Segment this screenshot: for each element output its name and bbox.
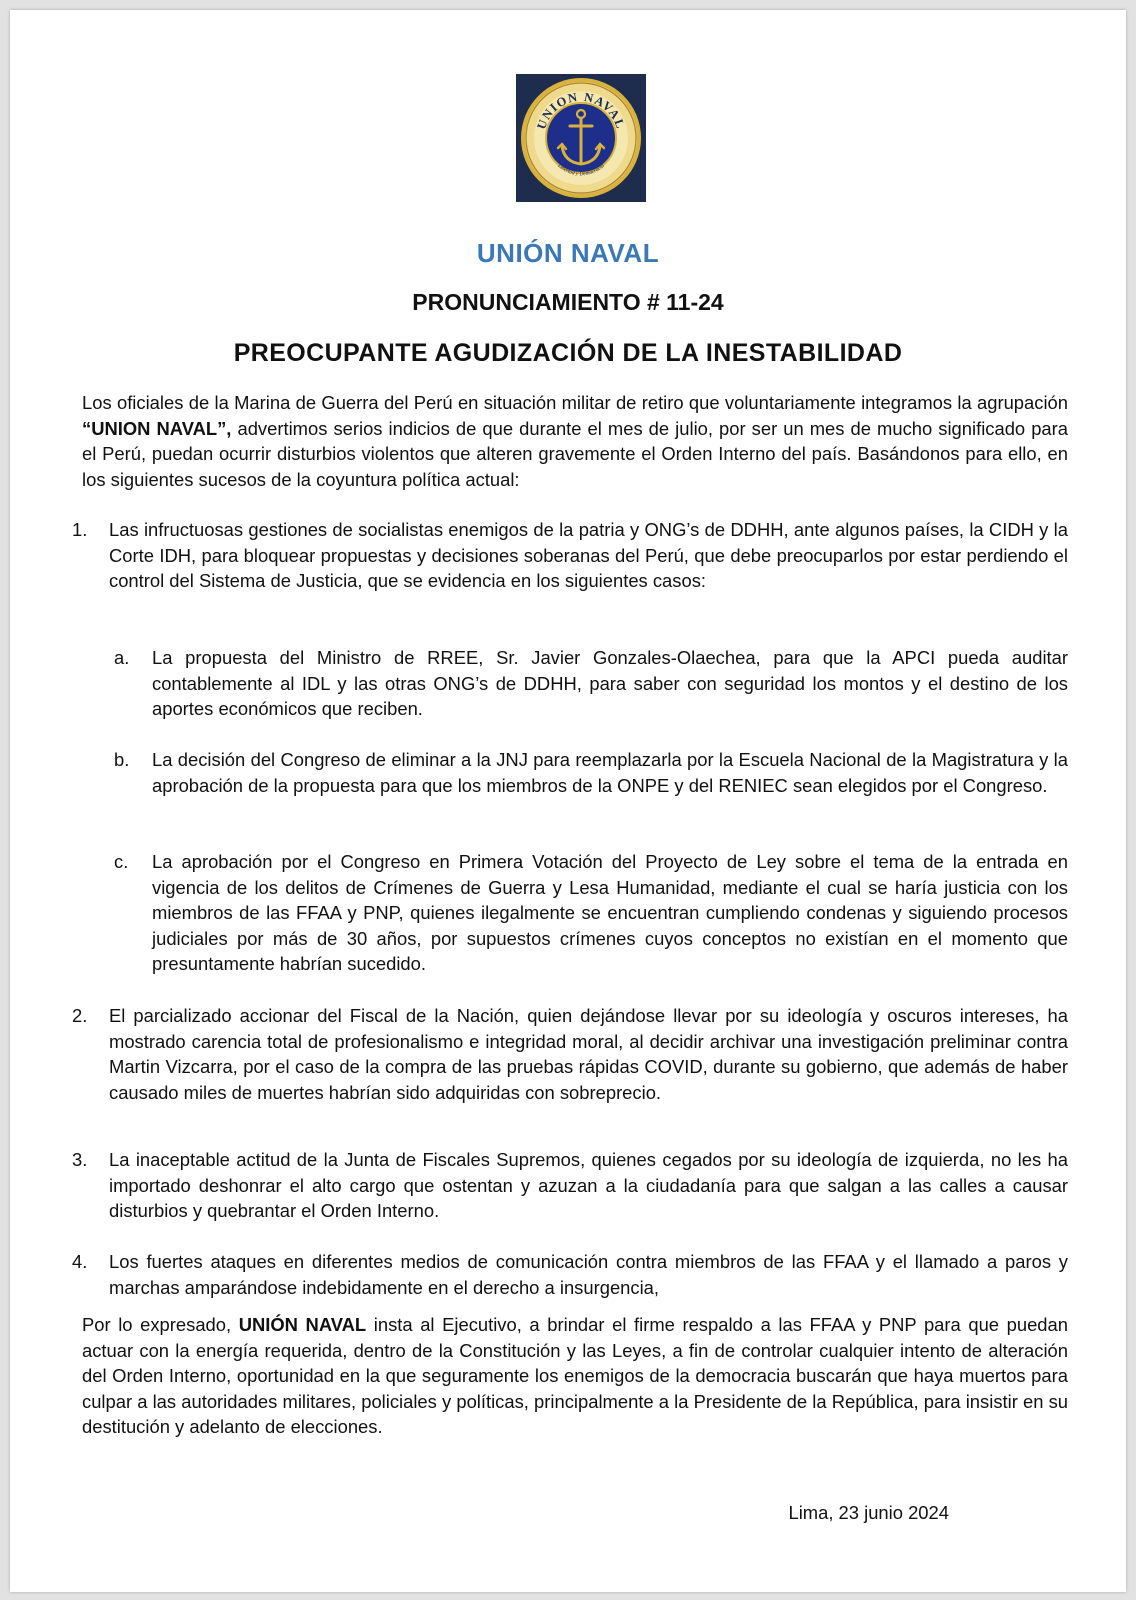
list-number: 4. <box>72 1251 88 1272</box>
sub-item-a <box>114 645 1068 722</box>
list-item-text: La inaceptable actitud de la Junta de Fiscales Supremos, quienes cegados por su ideología de izquierda, no les ha importado deshonrar el alto cargo que ostentan y azuzan a la ciudadanía para que salgan a las calles a causar disturbios y quebrantar el Orden Interno. <box>109 1149 1068 1222</box>
sub-item-c <box>114 849 1068 977</box>
closing-org-name: UNIÓN NAVAL <box>238 1314 367 1335</box>
document-headline: PREOCUPANTE AGUDIZACIÓN DE LA INESTABILIDAD <box>233 339 903 367</box>
list-item-text: Las infructuosas gestiones de socialistas enemigos de la patria y ONG’s de DDHH, ante algunos países, la CIDH y la Corte IDH, para bloquear propuestas y decisiones soberanas del Perú, que debe preocuparlos por estar perdiendo el control del Sistema de Justicia, que se evidencia en los siguientes casos: <box>109 519 1068 592</box>
intro-paragraph <box>82 390 1068 492</box>
sub-item-letter: a. <box>114 647 130 668</box>
intro-text-end: advertimos serios indicios de que durante el mes de julio, por ser un mes de mucho significado para el Perú, puedan ocurrir disturbios violentos que alteren gravemente el Orden Interno del país. Basándonos para ello, en los siguientes sucesos de la coyuntura política actual: <box>82 417 1069 490</box>
list-item-text: El parcializado accionar del Fiscal de la Nación, quien dejándose llevar por su ideología y oscuros intereses, ha mostrado carencia total de profesionalismo e integridad moral, al decidir archivar una investigación preliminar contra Martin Vizcarra, por el caso de la compra de las pruebas rápidas COVID, durante su gobierno, que además de haber causado miles de muertes habrían sido adquiridas con sobreprecio. <box>109 1005 1068 1103</box>
sub-item-letter: c. <box>114 851 129 872</box>
list-item-4 <box>72 1249 1068 1300</box>
list-item-2 <box>72 1003 1068 1105</box>
list-item-3 <box>72 1147 1068 1224</box>
svg-text:UNION NAVAL: UNION NAVAL <box>534 89 628 132</box>
list-number: 2. <box>72 1005 88 1026</box>
list-number: 3. <box>72 1149 88 1170</box>
list-number: 1. <box>72 519 88 540</box>
closing-paragraph <box>82 1312 1068 1440</box>
list-item-1 <box>72 517 1068 594</box>
sub-item-b <box>114 747 1068 798</box>
intro-text-start: Los oficiales de la Marina de Guerra del Perú en situación militar de retiro que voluntariamente integramos la agrupación <box>82 392 1068 413</box>
sub-item-text: La decisión del Congreso de eliminar a la JNJ para reemplazarla por la Escuela Nacional de la Magistratura y la aprobación de la propuesta para que los miembros de la ONPE y del RENIEC sean elegidos por el Congreso. <box>152 749 1068 796</box>
sub-item-text: La propuesta del Ministro de RREE, Sr. Javier Gonzales-Olaechea, para que la APCI pueda auditar contablemente al IDL y las otras ONG’s de DDHH, para saber con seguridad los montos y el destino de los aportes económicos que reciben. <box>152 647 1068 720</box>
sub-item-text: La aprobación por el Congreso en Primera Votación del Proyecto de Ley sobre el tema de la entrada en vigencia de los delitos de Crímenes de Guerra y Lesa Humanidad, mediante el cual se haría justicia con los miembros de las FFAA y PNP, quienes ilegalmente se encuentran cumpliendo condenas y siguiendo procesos judiciales por más de 30 años, por supuestos crímenes cuyos conceptos no existían en el momento que presuntamente habrían sucedido. <box>152 851 1068 975</box>
organization-name: UNIÓN NAVAL <box>476 238 660 268</box>
closing-text-start: Por lo expresado, <box>82 1314 239 1335</box>
sub-item-letter: b. <box>114 749 130 770</box>
closing-text-end: insta al Ejecutivo, a brindar el firme respaldo a las FFAA y PNP para que puedan actuar con la energía requerida, dentro de la Constitución y las Leyes, a fin de controlar cualquier intento de alteración del Orden Interno, oportunidad en la que seguramente los enemigos de la democracia buscarán que haya muertos para culpar a las autoridades militares, policiales y políticas, principalmente a la Presidente de la República, para insistir en su destitución y adelanto de elecciones. <box>82 1314 1068 1438</box>
anchor-emblem-icon <box>516 74 646 202</box>
document-page <box>10 10 1126 1592</box>
pronouncement-number: PRONUNCIAMIENTO # 11-24 <box>412 289 724 315</box>
intro-org-name: “UNION NAVAL”, <box>82 417 232 439</box>
document-date: Lima, 23 junio 2024 <box>788 1502 949 1523</box>
list-item-text: Los fuertes ataques en diferentes medios de comunicación contra miembros de las FFAA y el llamado a paros y marchas amparándose indebidamente en el derecho a insurgencia, <box>109 1251 1068 1298</box>
svg-text:Libertad y Democracia: Libertad y Democracia <box>556 163 606 178</box>
union-naval-logo <box>516 74 646 202</box>
